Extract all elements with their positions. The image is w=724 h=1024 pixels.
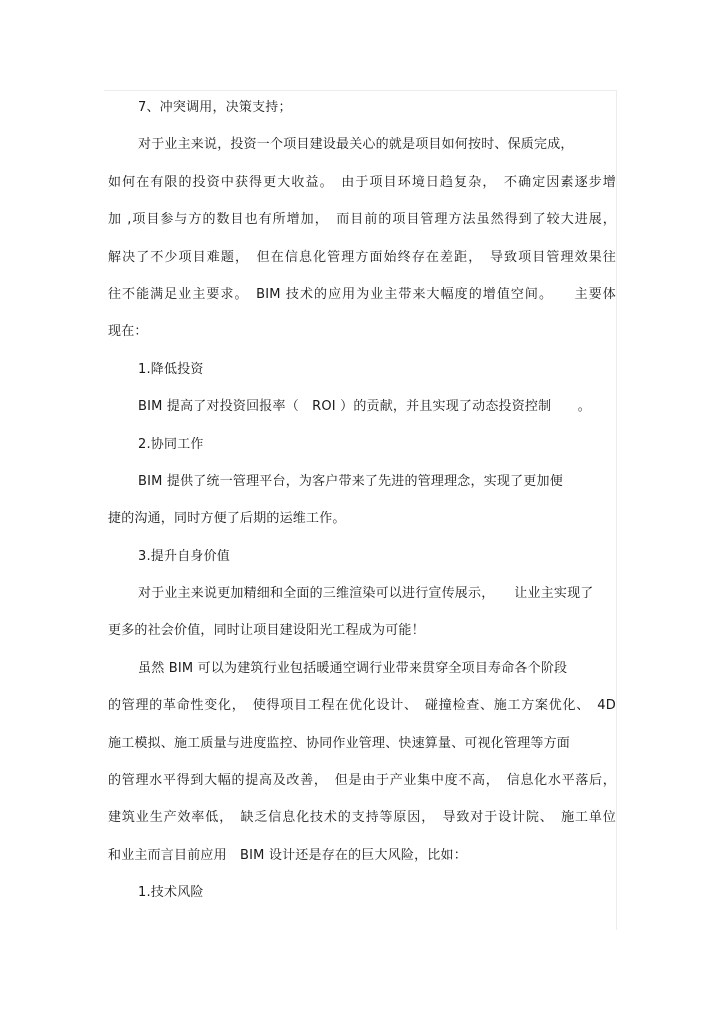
- paragraph-line: 捷的沟通，同时方便了后期的运维工作。: [108, 511, 346, 527]
- paragraph-line: 对于业主来说，投资一个项目建设最关心的就是项目如何按时、保质完成，: [138, 137, 574, 153]
- paragraph-line: 建筑业生产效率低， 缺乏信息化技术的支持等原因， 导致对于设计院、 施工单位: [108, 810, 616, 826]
- paragraph-line: 解决了不少项目难题， 但在信息化管理方面始终存在差距， 导致项目管理效果往: [108, 249, 616, 265]
- list-item-heading: 7、冲突调用，决策支持；: [138, 100, 292, 115]
- page-border-right: [616, 90, 617, 930]
- page-border-top: [104, 90, 617, 91]
- paragraph-line: BIM 提供了统一管理平台，为客户带来了先进的管理理念，实现了更加便: [138, 473, 563, 489]
- document-body: [108, 96, 616, 919]
- paragraph-line: 虽然 BIM 可以为建筑行业包括暖通空调行业带来贯穿全项目寿命各个阶段: [138, 660, 568, 676]
- paragraph-line: 和业主而言目前应用 BIM 设计还是存在的巨大风险，比如：: [108, 847, 467, 863]
- paragraph-line: 如何在有限的投资中获得更大收益。 由于项目环境日趋复杂， 不确定因素逐步增: [108, 174, 616, 190]
- paragraph-line: 往不能满足业主要求。 BIM 技术的应用为业主带来大幅度的增值空间。 主要体: [108, 286, 616, 302]
- paragraph-line: 的管理的革命性变化， 使得项目工程在优化设计、 碰撞检查、施工方案优化、 4D: [108, 698, 616, 714]
- section-heading: 2.协同工作: [138, 436, 204, 452]
- paragraph-line: 对于业主来说更加精细和全面的三维渲染可以进行宣传展示， 让业主实现了: [138, 586, 594, 602]
- paragraph-line: 加 ,项目参与方的数目也有所增加， 而目前的项目管理方法虽然得到了较大进展，: [108, 212, 616, 228]
- paragraph-line: 施工模拟、施工质量与进度监控、协同作业管理、快速算量、可视化管理等方面: [108, 735, 571, 751]
- paragraph-line: 的管理水平得到大幅的提高及改善， 但是由于产业集中度不高， 信息化水平落后，: [108, 773, 616, 789]
- paragraph-line: 现在：: [108, 324, 148, 340]
- section-heading: 3.提升自身价值: [138, 548, 231, 564]
- section-heading: 1.降低投资: [138, 361, 204, 377]
- paragraph-line: BIM 提高了对投资回报率（ ROI ）的贡献，并且实现了动态投资控制 。: [138, 399, 591, 415]
- section-heading: 1.技术风险: [138, 885, 204, 901]
- paragraph-line: 更多的社会价值，同时让项目建设阳光工程成为可能！: [108, 623, 425, 639]
